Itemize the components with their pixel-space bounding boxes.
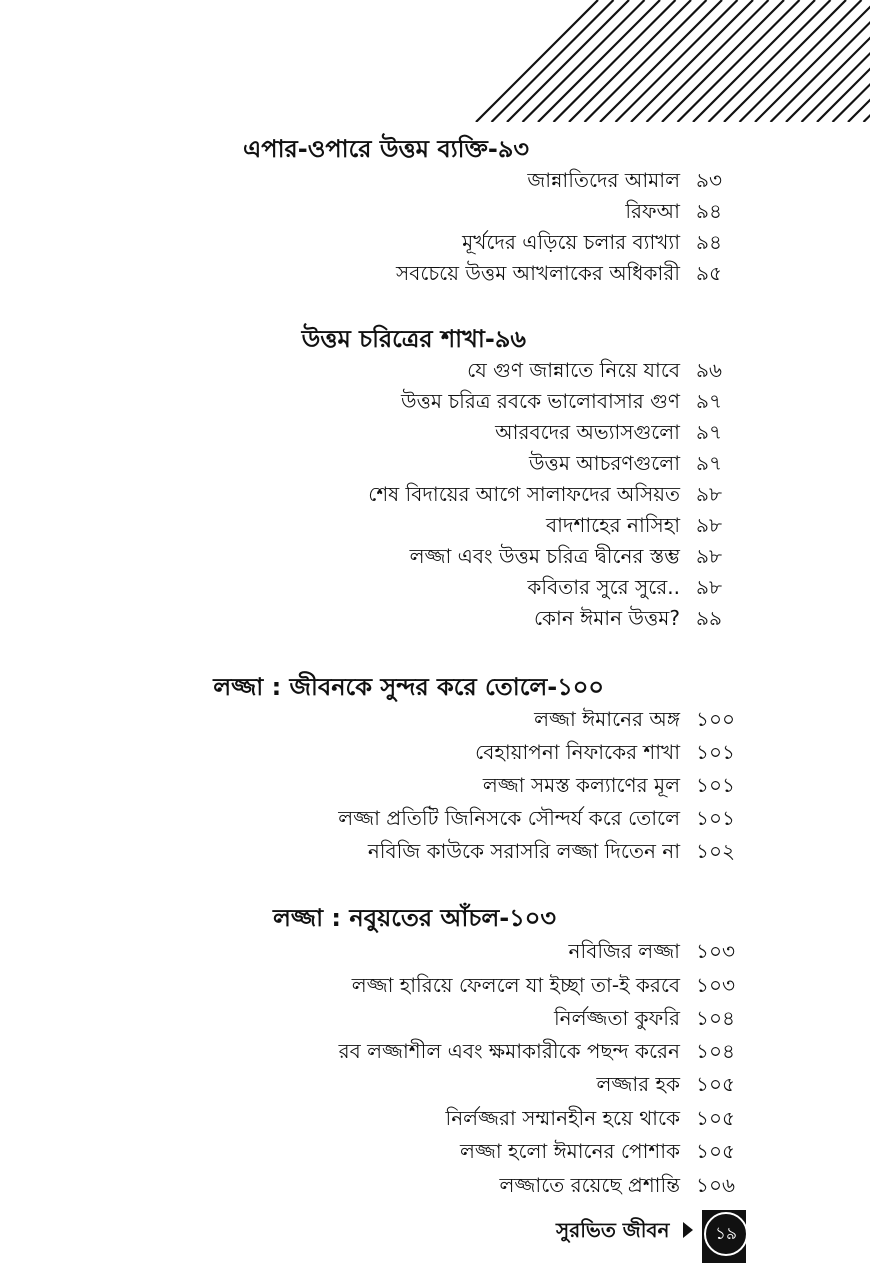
entry-page: ৯৫ (696, 261, 722, 285)
entry-title: সবচেয়ে উত্তম আখলাকের অধিকারী (395, 261, 680, 285)
entry-page: ৯৭ (696, 420, 722, 444)
toc-entry (0, 704, 870, 734)
toc-entry (0, 355, 870, 385)
toc-entry (0, 1103, 870, 1133)
toc-entry (0, 227, 870, 257)
toc-entry (0, 479, 870, 509)
entry-page: ৯৮ (696, 544, 722, 568)
entry-page: ৯৯ (696, 606, 722, 630)
entry-page: ১০৪ (696, 1039, 735, 1063)
entry-title: নির্লজ্জরা সম্মানহীন হয়ে থাকে (445, 1106, 680, 1130)
entry-page: ১০৫ (696, 1072, 735, 1096)
entry-page: ১০১ (696, 806, 735, 830)
toc-entry (0, 1170, 870, 1200)
entry-page: ১০১ (696, 773, 735, 797)
entry-title: লজ্জা প্রতিটি জিনিসকে সৌন্দর্য করে তোলে (338, 806, 680, 830)
entry-title: উত্তম আচরণগুলো (528, 451, 680, 475)
section-title: লজ্জা : জীবনকে সুন্দর করে তোলে-১০০ (213, 673, 604, 701)
entry-title: লজ্জা ঈমানের অঙ্গ (534, 707, 680, 731)
entry-page: ৯৮ (696, 575, 722, 599)
entry-title: যে গুণ জান্নাতে নিয়ে যাবে (467, 358, 680, 382)
section-title: লজ্জা : নবুয়তের আঁচল-১০৩ (273, 904, 556, 932)
entry-page: ৯৮ (696, 482, 722, 506)
toc-entry (0, 970, 870, 1000)
toc-entry (0, 1069, 870, 1099)
entry-page: ১০২ (696, 839, 735, 863)
toc-entry (0, 1136, 870, 1166)
toc-entry (0, 258, 870, 288)
toc-entry (0, 386, 870, 416)
entry-page: ১০৪ (696, 1006, 735, 1030)
toc-entry (0, 448, 870, 478)
entry-page: ১০৩ (696, 973, 735, 997)
entry-page: ১০৫ (696, 1139, 735, 1163)
entry-title: রব লজ্জাশীল এবং ক্ষমাকারীকে পছন্দ করেন (338, 1039, 680, 1063)
entry-page: ৯৩ (696, 168, 722, 192)
toc-entry (0, 1036, 870, 1066)
toc-entry (0, 417, 870, 447)
entry-title: লজ্জাতে রয়েছে প্রশান্তি (499, 1173, 680, 1197)
entry-page: ৯৬ (696, 358, 722, 382)
entry-title: নির্লজ্জতা কুফরি (553, 1006, 680, 1030)
entry-title: বেহায়াপনা নিফাকের শাখা (475, 740, 680, 764)
entry-title: উত্তম চরিত্র রবকে ভালোবাসার গুণ (400, 389, 680, 413)
entry-page: ১০১ (696, 740, 735, 764)
entry-page: ৯৭ (696, 451, 722, 475)
entry-title: লজ্জার হক (596, 1072, 680, 1096)
toc-entry (0, 196, 870, 226)
entry-title: নবিজি কাউকে সরাসরি লজ্জা দিতেন না (367, 839, 680, 863)
section-title: এপার-ওপারে উত্তম ব্যক্তি-৯৩ (243, 135, 529, 163)
entry-page: ৯৪ (696, 230, 722, 254)
entry-page: ১০৬ (696, 1173, 735, 1197)
entry-page: ৯৮ (696, 513, 722, 537)
entry-page: ৯৪ (696, 199, 722, 223)
toc-entry (0, 803, 870, 833)
entry-title: জান্নাতিদের আমাল (527, 168, 680, 192)
entry-title: লজ্জা হলো ঈমানের পোশাক (459, 1139, 680, 1163)
toc-entry (0, 836, 870, 866)
entry-title: লজ্জা সমস্ত কল্যাণের মূল (482, 773, 680, 797)
entry-title: কবিতার সুরে সুরে.. (527, 575, 680, 599)
toc-entry (0, 603, 870, 633)
entry-page: ৯৭ (696, 389, 722, 413)
toc-entry (0, 936, 870, 966)
entry-title: রিফআ (625, 199, 680, 223)
toc-entry (0, 510, 870, 540)
triangle-right-icon (683, 1222, 693, 1238)
section-title: উত্তম চরিত্রের শাখা-৯৬ (301, 325, 526, 353)
toc-entry (0, 541, 870, 571)
entry-title: মূর্খদের এড়িয়ে চলার ব্যাখ্যা (462, 230, 680, 254)
toc-entry (0, 1003, 870, 1033)
toc-entry (0, 770, 870, 800)
entry-title: লজ্জা হারিয়ে ফেললে যা ইচ্ছা তা-ই করবে (351, 973, 680, 997)
toc-entry (0, 165, 870, 195)
entry-page: ১০০ (696, 707, 735, 731)
page-number: ১৯ (704, 1212, 748, 1256)
entry-title: আরবদের অভ্যাসগুলো (495, 420, 680, 444)
entry-title: কোন ঈমান উত্তম? (533, 606, 680, 630)
entry-title: লজ্জা এবং উত্তম চরিত্র দ্বীনের স্তম্ভ (409, 544, 680, 568)
entry-title: বাদশাহের নাসিহা (546, 513, 680, 537)
toc-entry (0, 737, 870, 767)
book-title: সুরভিত জীবন (556, 1218, 670, 1242)
diagonal-hatch-decoration (472, 0, 870, 122)
entry-title: নবিজির লজ্জা (568, 939, 680, 963)
entry-page: ১০৫ (696, 1106, 735, 1130)
entry-title: শেষ বিদায়ের আগে সালাফদের অসিয়ত (368, 482, 680, 506)
toc-entry (0, 572, 870, 602)
entry-page: ১০৩ (696, 939, 735, 963)
